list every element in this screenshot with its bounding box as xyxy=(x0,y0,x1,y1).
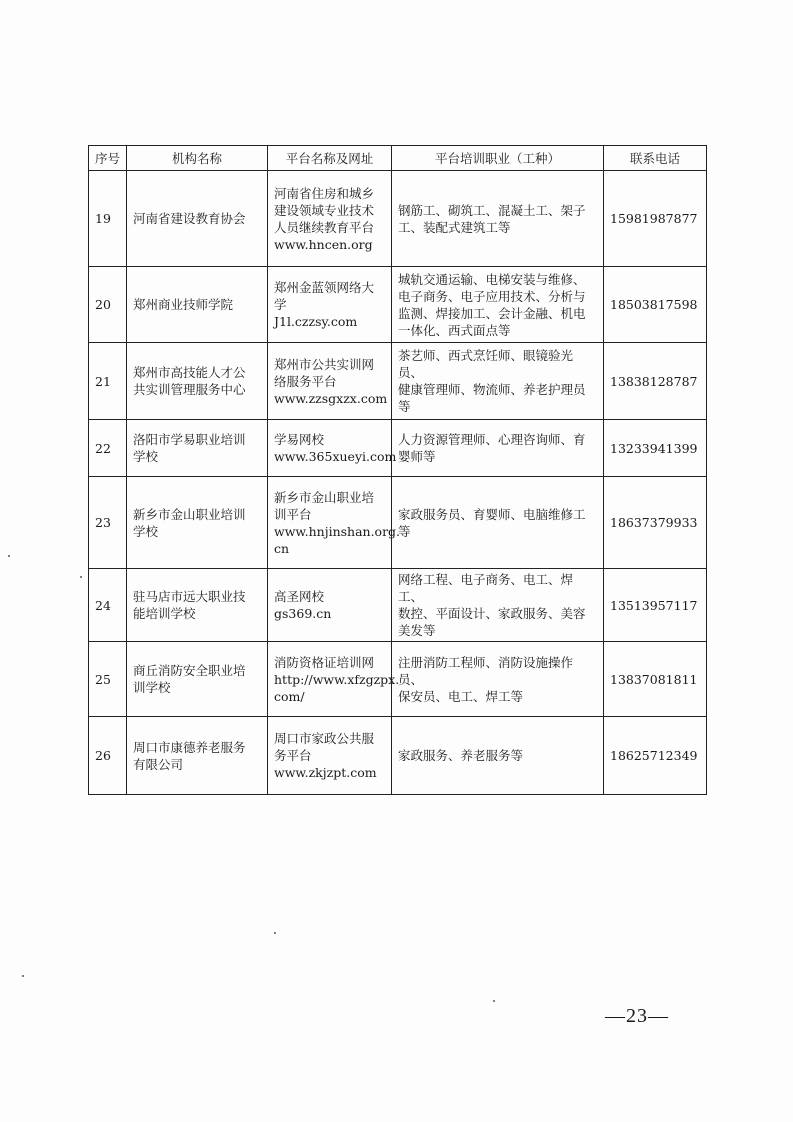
row-platform: 高圣网校 gs369.cn xyxy=(268,569,392,642)
row-platform: 新乡市金山职业培 训平台 www.hnjinshan.org. cn xyxy=(268,477,392,569)
table-row xyxy=(89,642,707,717)
header-institution-name: 机构名称 xyxy=(127,146,268,171)
row-contact-phone: 13838128787 xyxy=(604,343,707,420)
row-institution-name: 郑州商业技师学院 xyxy=(127,267,268,343)
table-header-row xyxy=(89,146,707,171)
row-serial-number: 25 xyxy=(89,642,127,717)
training-institution-table xyxy=(88,145,707,795)
header-training-occupations: 平台培训职业（工种） xyxy=(392,146,604,171)
row-serial-number: 26 xyxy=(89,717,127,795)
table-row xyxy=(89,267,707,343)
row-platform: 学易网校 www.365xueyi.com xyxy=(268,420,392,477)
header-contact-phone: 联系电话 xyxy=(604,146,707,171)
row-occupations: 茶艺师、西式烹饪师、眼镜验光员、 健康管理师、物流师、养老护理员 等 xyxy=(392,343,604,420)
row-serial-number: 23 xyxy=(89,477,127,569)
row-occupations: 钢筋工、砌筑工、混凝土工、架子 工、装配式建筑工等 xyxy=(392,171,604,267)
table-row xyxy=(89,420,707,477)
table-row xyxy=(89,171,707,267)
scan-speck xyxy=(274,932,276,934)
row-contact-phone: 13513957117 xyxy=(604,569,707,642)
header-platform-and-url: 平台名称及网址 xyxy=(268,146,392,171)
page-number: —23— xyxy=(605,1005,669,1027)
scan-speck xyxy=(8,555,10,557)
row-contact-phone: 13233941399 xyxy=(604,420,707,477)
table-row xyxy=(89,717,707,795)
row-occupations: 城轨交通运输、电梯安装与维修、 电子商务、电子应用技术、分析与 监测、焊接加工、会计金融、机电 一体化、西式面点等 xyxy=(392,267,604,343)
row-platform: 河南省住房和城乡 建设领域专业技术 人员继续教育平台 www.hncen.org xyxy=(268,171,392,267)
scan-speck xyxy=(80,576,82,578)
table-row xyxy=(89,477,707,569)
row-contact-phone: 18637379933 xyxy=(604,477,707,569)
row-serial-number: 22 xyxy=(89,420,127,477)
row-occupations: 人力资源管理师、心理咨询师、育 婴师等 xyxy=(392,420,604,477)
row-contact-phone: 18625712349 xyxy=(604,717,707,795)
row-occupations: 家政服务、养老服务等 xyxy=(392,717,604,795)
row-institution-name: 郑州市高技能人才公 共实训管理服务中心 xyxy=(127,343,268,420)
row-platform: 消防资格证培训网 http://www.xfzgzpx. com/ xyxy=(268,642,392,717)
row-serial-number: 21 xyxy=(89,343,127,420)
row-contact-phone: 15981987877 xyxy=(604,171,707,267)
row-institution-name: 周口市康德养老服务 有限公司 xyxy=(127,717,268,795)
row-occupations: 网络工程、电子商务、电工、焊工、 数控、平面设计、家政服务、美容 美发等 xyxy=(392,569,604,642)
table-row xyxy=(89,569,707,642)
row-occupations: 家政服务员、育婴师、电脑维修工 等 xyxy=(392,477,604,569)
row-serial-number: 20 xyxy=(89,267,127,343)
row-serial-number: 24 xyxy=(89,569,127,642)
scan-speck xyxy=(493,1000,495,1002)
header-serial-number: 序号 xyxy=(89,146,127,171)
table-row xyxy=(89,343,707,420)
row-institution-name: 洛阳市学易职业培训 学校 xyxy=(127,420,268,477)
row-institution-name: 商丘消防安全职业培 训学校 xyxy=(127,642,268,717)
row-serial-number: 19 xyxy=(89,171,127,267)
row-platform: 郑州市公共实训网 络服务平台 www.zzsgxzx.com xyxy=(268,343,392,420)
row-contact-phone: 13837081811 xyxy=(604,642,707,717)
scan-speck xyxy=(22,975,24,977)
row-institution-name: 河南省建设教育协会 xyxy=(127,171,268,267)
row-occupations: 注册消防工程师、消防设施操作员、 保安员、电工、焊工等 xyxy=(392,642,604,717)
row-institution-name: 新乡市金山职业培训 学校 xyxy=(127,477,268,569)
row-platform: 郑州金蓝领网络大 学 J1l.czzsy.com xyxy=(268,267,392,343)
row-contact-phone: 18503817598 xyxy=(604,267,707,343)
row-platform: 周口市家政公共服 务平台 www.zkjzpt.com xyxy=(268,717,392,795)
row-institution-name: 驻马店市远大职业技 能培训学校 xyxy=(127,569,268,642)
